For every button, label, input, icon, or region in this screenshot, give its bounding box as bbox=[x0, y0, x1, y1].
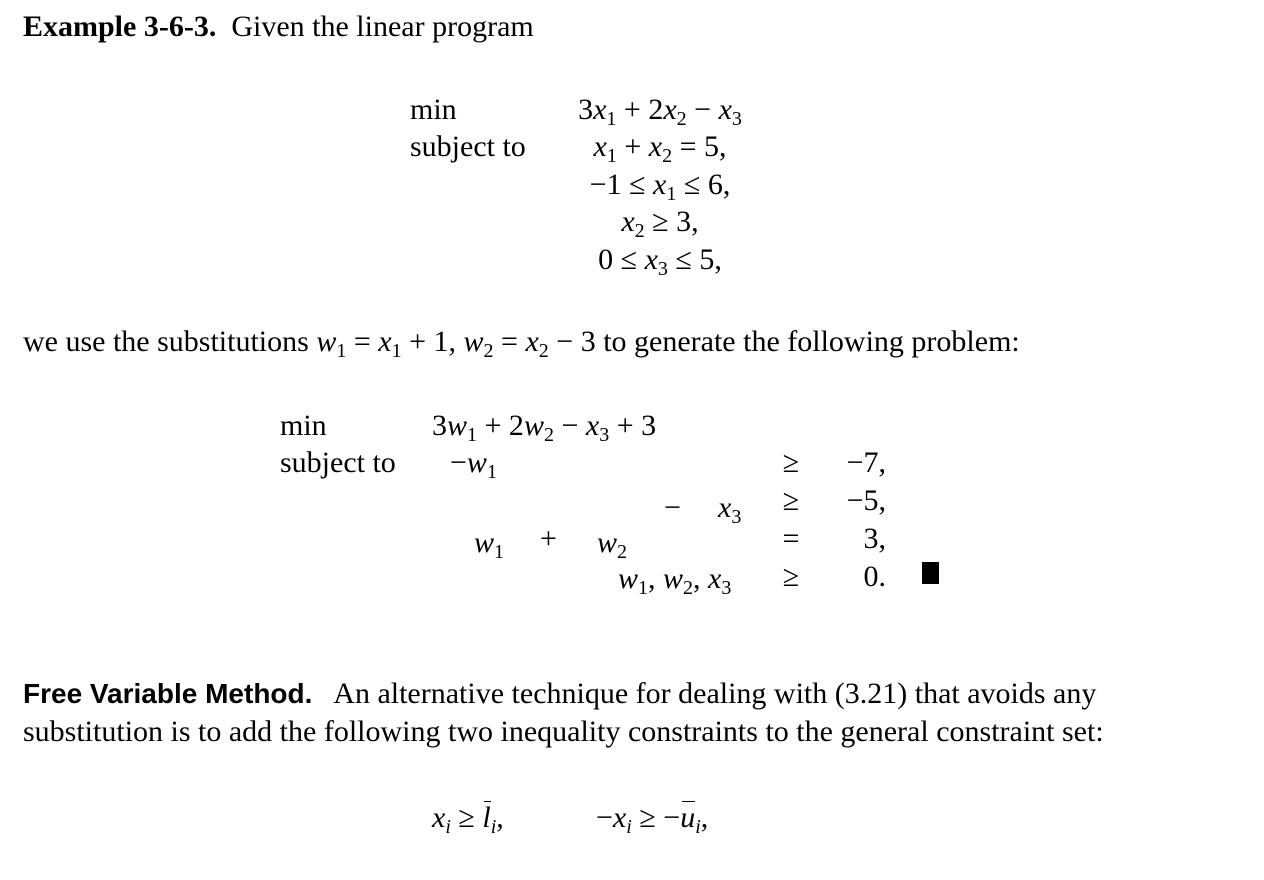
qed-square-icon bbox=[922, 562, 939, 584]
free-variable-text-line2: substitution is to add the following two inequality constraints to the general constraint set: bbox=[23, 715, 1104, 748]
lp2-row4-relation: ≥ bbox=[782, 560, 800, 593]
lp1-constraint-equality: $x_1 + x_2 = 5$, bbox=[593, 130, 727, 167]
lp2-min-label: min bbox=[280, 409, 327, 442]
lp1-constraint-x3-bounds: $0 \le x_3 \le 5$, bbox=[598, 243, 722, 280]
example-heading bbox=[23, 12, 534, 42]
upper-bound-inequality: $-x_i \ge -u_i$, bbox=[596, 801, 709, 838]
lp2-row2-lhs: $x_3$ bbox=[718, 491, 742, 528]
lp2-row3-relation: = bbox=[782, 522, 800, 555]
free-variable-heading: Free Variable Method. bbox=[23, 678, 313, 709]
lp1-constraint-x1-bounds: $-1 \le x_1 \le 6$, bbox=[589, 168, 731, 205]
lp2-row3-plus: + bbox=[540, 522, 557, 555]
free-variable-paragraph-line1 bbox=[23, 679, 1096, 709]
lp2-row1-relation: ≥ bbox=[782, 446, 800, 479]
lp2-subject-label: subject to bbox=[280, 446, 396, 479]
lp1-objective: $3x_1 + 2x_2 - x_3$ bbox=[578, 93, 742, 130]
substitution-sentence bbox=[23, 325, 1020, 362]
lp2-row3-w2: $w_2$ bbox=[597, 526, 628, 563]
lower-bound-inequality: $x_i \ge l_i$, bbox=[432, 801, 504, 838]
substitution-formula: $w_1 = x_1 + 1$, $w_2 = x_2 - 3$ bbox=[316, 325, 596, 362]
lp2-row4-lhs: $w_1$, $w_2$, $x_3$ bbox=[618, 562, 732, 599]
substitution-suffix: to generate the following problem: bbox=[603, 325, 1020, 358]
lp2-objective: $3w_1 + 2w_2 - x_3 + 3$ bbox=[432, 409, 657, 446]
lp2-row3-w1: $w_1$ bbox=[474, 526, 505, 563]
lp1-subject-label: subject to bbox=[410, 130, 526, 163]
free-variable-text-line1: An alternative technique for dealing with (3.21) that avoids any bbox=[333, 677, 1097, 710]
lp2-row2-relation: ≥ bbox=[782, 484, 800, 517]
example-label: Example 3-6-3. bbox=[23, 10, 217, 43]
lp2-row2-minus: − bbox=[664, 491, 681, 524]
lp2-row4-rhs: 0. bbox=[863, 560, 886, 593]
lp2-row2-rhs: −5, bbox=[846, 484, 886, 517]
substitution-prefix: we use the substitutions bbox=[23, 325, 309, 358]
example-intro: Given the linear program bbox=[231, 10, 534, 43]
lp2-row1-lhs: $-w_1$ bbox=[450, 446, 497, 483]
lp1-constraint-x2-bound: $x_2 \ge 3$, bbox=[621, 205, 699, 242]
lp2-row1-rhs: −7, bbox=[846, 446, 886, 479]
lp2-row3-rhs: 3, bbox=[863, 522, 886, 555]
lp1-min-label: min bbox=[410, 93, 457, 126]
